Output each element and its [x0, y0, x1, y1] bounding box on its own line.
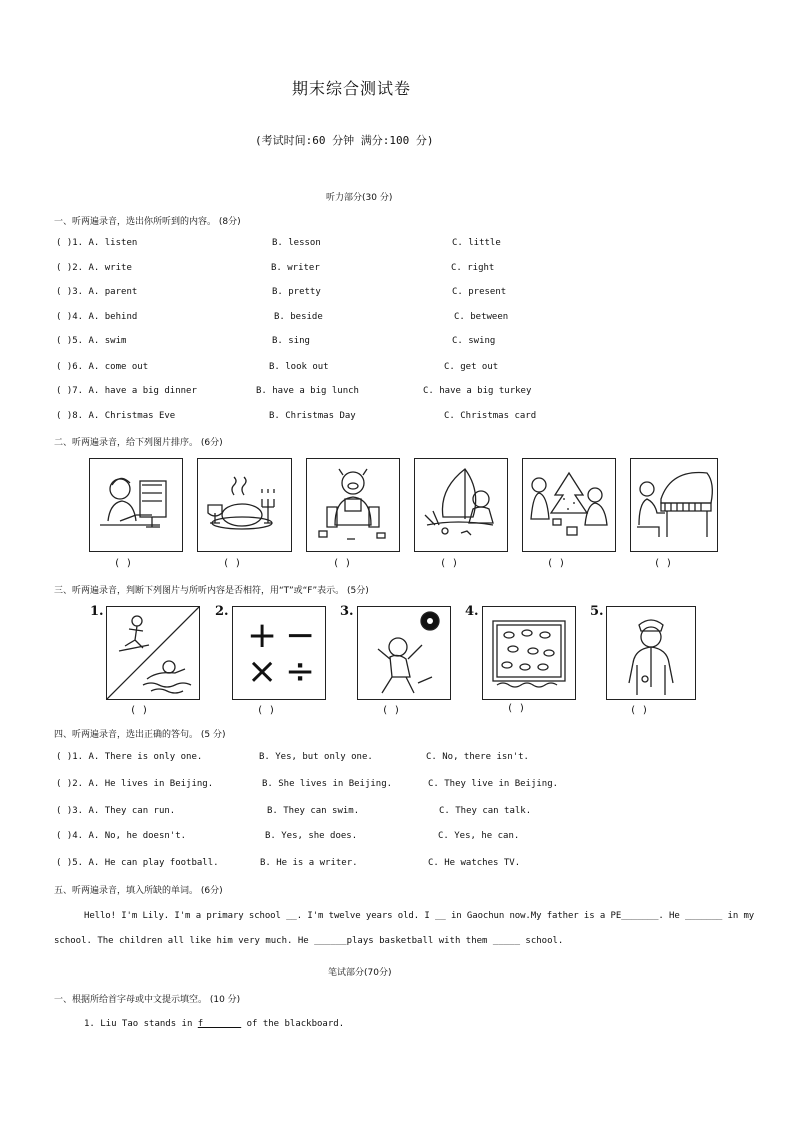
s4-q5-b: B. He is a writer.: [260, 858, 358, 868]
picture-skiing-swimming: [106, 606, 200, 700]
s4-q1-b: B. Yes, but only one.: [259, 752, 373, 762]
picture-piano-player: [630, 458, 718, 552]
s5-passage-line1: Hello! I'm Lily. I'm a primary school __. I'm twelve years old. I __ in Gaochun now.My father is a PE_______. He _______ in my: [84, 911, 755, 921]
s4-q3-b: B. They can swim.: [267, 806, 360, 816]
piano-player-icon: [631, 459, 717, 551]
candy-box-icon: [483, 607, 575, 699]
s4-q1-a: ( )1. A. There is only one.: [56, 752, 203, 762]
s3-answer-1[interactable]: ( ): [130, 705, 149, 716]
football-boy-icon: [358, 607, 450, 699]
s4-q1-c: C. No, there isn't.: [426, 752, 529, 762]
section2-heading: 二、听两遍录音，给下列图片排序。 (6分): [54, 438, 223, 448]
s4-q4-a: ( )4. A. No, he doesn't.: [56, 831, 187, 841]
s1-q7-a: ( )7. A. have a big dinner: [56, 386, 197, 396]
s3-answer-5[interactable]: ( ): [630, 705, 649, 716]
s1-q3-c: C. present: [452, 287, 507, 297]
writing-q1-pre: 1. Liu Tao stands in: [84, 1019, 198, 1029]
writing-section-title: 笔试部分(70分): [328, 968, 392, 978]
section4-heading: 四、听两遍录音，选出正确的答句。 (5 分): [54, 730, 226, 740]
writing-part1-heading: 一、根据所给首字母或中文提示填空。 (10 分): [54, 995, 241, 1005]
picture-football-boy: [357, 606, 451, 700]
divide-icon: ÷: [285, 651, 316, 692]
s1-q7-b: B. have a big lunch: [256, 386, 359, 396]
s1-q8-a: ( )8. A. Christmas Eve: [56, 411, 176, 421]
ski-swim-icon: [107, 607, 199, 699]
s3-number-2: 2.: [215, 604, 229, 619]
s4-q2-c: C. They live in Beijing.: [428, 779, 559, 789]
page-title: 期末综合测试卷: [292, 79, 412, 98]
exam-info: (考试时间:60 分钟 满分:100 分): [255, 134, 434, 147]
s1-q5-b: B. sing: [272, 336, 310, 346]
s1-q3-a: ( )3. A. parent: [56, 287, 138, 297]
picture-man-portrait: [606, 606, 696, 700]
s1-q2-a: ( )2. A. write: [56, 263, 132, 273]
s1-q2-b: B. writer: [271, 263, 320, 273]
s4-q3-a: ( )3. A. They can run.: [56, 806, 176, 816]
minus-icon: −: [285, 615, 316, 656]
writing-q1-blank[interactable]: f_______: [197, 1019, 242, 1029]
s2-answer-4[interactable]: ( ): [440, 558, 459, 569]
s3-answer-4[interactable]: ( ): [507, 703, 526, 714]
picture-candy-box: [482, 606, 576, 700]
section1-heading: 一、听两遍录音，选出你所听到的内容。 (8分): [54, 217, 241, 227]
s4-q2-b: B. She lives in Beijing.: [262, 779, 393, 789]
s2-answer-2[interactable]: ( ): [223, 558, 242, 569]
s3-number-1: 1.: [90, 604, 104, 619]
section5-heading: 五、听两遍录音，填入所缺的单词。 (6分): [54, 886, 223, 896]
s2-answer-1[interactable]: ( ): [114, 558, 133, 569]
s1-q5-a: ( )5. A. swim: [56, 336, 127, 346]
plus-icon: +: [247, 615, 278, 656]
man-portrait-icon: [607, 607, 695, 699]
s4-q4-b: B. Yes, she does.: [265, 831, 358, 841]
s1-q5-c: C. swing: [452, 336, 496, 346]
s3-answer-3[interactable]: ( ): [382, 705, 401, 716]
s1-q1-c: C. little: [452, 238, 501, 248]
s1-q1-a: ( )1. A. listen: [56, 238, 138, 248]
s4-q2-a: ( )2. A. He lives in Beijing.: [56, 779, 214, 789]
picture-christmas-tree-kids: [522, 458, 616, 552]
writing-q1: [84, 1019, 344, 1029]
boy-sailing-icon: [415, 459, 507, 551]
s1-q8-c: C. Christmas card: [444, 411, 537, 421]
picture-math-symbols: [232, 606, 326, 700]
s2-answer-3[interactable]: ( ): [333, 558, 352, 569]
s1-q2-c: C. right: [451, 263, 495, 273]
writing-q1-post: of the blackboard.: [241, 1019, 345, 1029]
s4-q5-c: C. He watches TV.: [428, 858, 521, 868]
s4-q5-a: ( )5. A. He can play football.: [56, 858, 219, 868]
times-icon: ×: [247, 651, 278, 692]
s4-q3-c: C. They can talk.: [439, 806, 532, 816]
s1-q6-b: B. look out: [269, 362, 329, 372]
s3-answer-2[interactable]: ( ): [257, 705, 276, 716]
computer-boy-icon: [90, 459, 182, 551]
picture-roast-turkey: [197, 458, 292, 552]
picture-pig-reading: [306, 458, 400, 552]
pig-reading-icon: [307, 459, 399, 551]
s2-answer-5[interactable]: ( ): [547, 558, 566, 569]
listening-section-title: 听力部分(30 分): [326, 193, 393, 203]
picture-computer-boy: [89, 458, 183, 552]
s3-number-4: 4.: [465, 604, 479, 619]
section3-heading: 三、听两遍录音，判断下列图片与所听内容是否相符，用“T”或“F”表示。 (5分): [54, 586, 369, 596]
s3-number-3: 3.: [340, 604, 354, 619]
s1-q4-b: B. beside: [274, 312, 323, 322]
roast-turkey-icon: [198, 459, 291, 551]
s1-q4-c: C. between: [454, 312, 509, 322]
s1-q4-a: ( )4. A. behind: [56, 312, 138, 322]
christmas-tree-kids-icon: [523, 459, 615, 551]
s1-q6-a: ( )6. A. come out: [56, 362, 149, 372]
s1-q7-c: C. have a big turkey: [423, 386, 532, 396]
picture-boy-sailing: [414, 458, 508, 552]
s2-answer-6[interactable]: ( ): [654, 558, 673, 569]
s1-q6-c: C. get out: [444, 362, 499, 372]
s1-q3-b: B. pretty: [272, 287, 321, 297]
s1-q8-b: B. Christmas Day: [269, 411, 356, 421]
s1-q1-b: B. lesson: [272, 238, 321, 248]
s3-number-5: 5.: [590, 604, 604, 619]
s4-q4-c: C. Yes, he can.: [438, 831, 520, 841]
s5-passage-line2: school. The children all like him very much. He ______plays basketball with them _____ school.: [54, 936, 564, 946]
